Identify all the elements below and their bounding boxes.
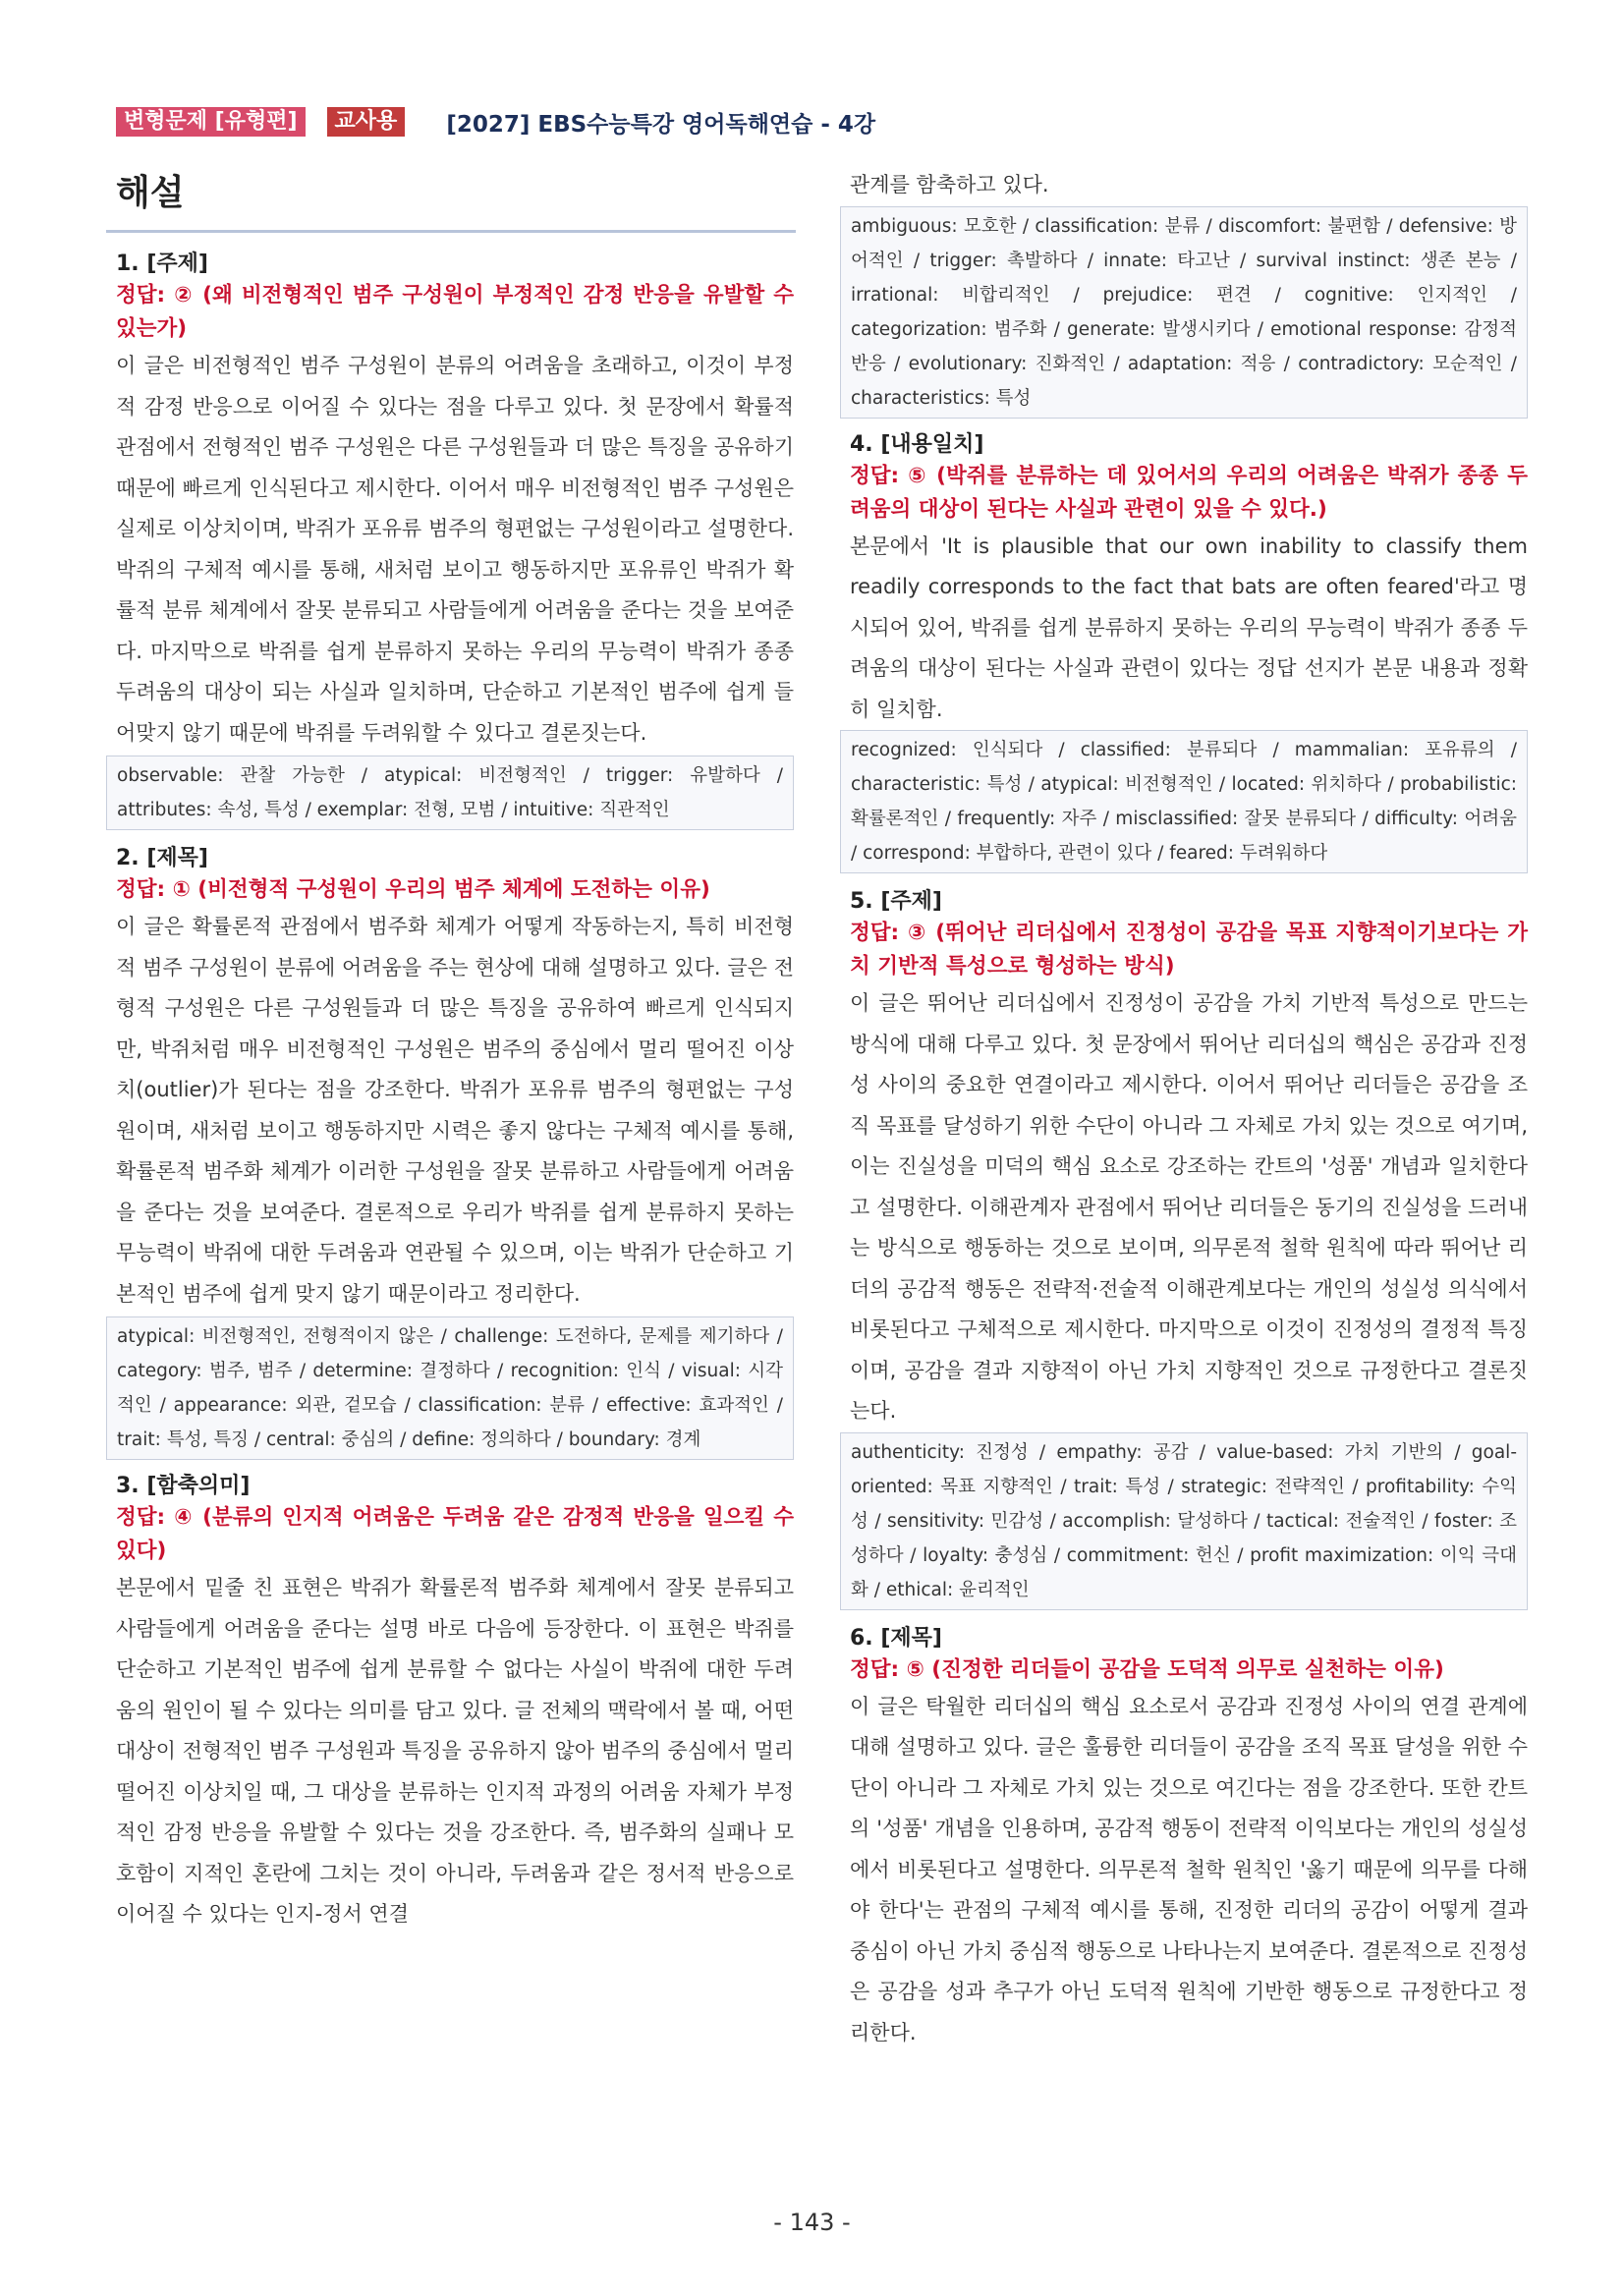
question-5-heading: 5. [주제] [850, 889, 942, 914]
question-6-explanation: 이 글은 탁월한 리더십의 핵심 요소로서 공감과 진정성 사이의 연결 관계에 대해 설명하고 있다. 글은 훌륭한 리더들이 공감을 조직 목표 달성을 위한 수단이 아니라 그 자체로 가치 있는 것으로 여긴다는 점을 강조한다. 또한 칸트의 '성품' 개념을 인용하며, 공감적 행동이 전략적 이익보다는 개인의 성실성에서 비롯된다고 설명한다. 의무론적 철학 원칙인 '옳기 때문에 의무를 다해야 한다'는 관점의 구체적 예시를 통해, 진정한 리더의 공감이 어떻게 결과 중심이 아닌 가치 중심적 행동으로 나타나는지 보여준다. 결론적으로 진정성은 공감을 성과 추구가 아닌 도덕적 원칙에 기반한 행동으로 규정한다고 정리한다. [850, 1694, 1528, 2044]
left-column [106, 250, 794, 1935]
question-4-vocab: recognized: 인식되다 / classified: 분류되다 / mammalian: 포유류의 / characteristic: 특성 / atypical: 비전형적인 / located: 위치하다 / probabilistic: 확률론적인 / frequently: 자주 / misclassified: 잘못 분류되다 / difficulty: 어려움 / correspond: 부합하다, 관련이 있다 / feared: 두려워하다 [840, 730, 1528, 873]
question-3-answer: 정답: ④ (분류의 인지적 어려움은 두려움 같은 감정적 반응을 일으킬 수 있다) [116, 1505, 794, 1563]
right-column [840, 165, 1528, 2053]
question-2-explanation: 이 글은 확률론적 관점에서 범주화 체계가 어떻게 작동하는지, 특히 비전형적 범주 구성원이 분류에 어려움을 주는 현상에 대해 설명하고 있다. 글은 전형적 구성원은 다른 구성원들과 더 많은 특징을 공유하여 빠르게 인식되지만, 박쥐처럼 매우 비전형적인 구성원은 범주의 중심에서 멀리 떨어진 이상치(outlier)가 된다는 점을 강조한다. 박쥐가 포유류 범주의 형편없는 구성원이며, 새처럼 보이고 행동하지만 시력은 좋지 않다는 구체적 예시를 통해, 확률론적 범주화 체계가 이러한 구성원을 잘못 분류하고 사람들에게 어려움을 준다는 것을 보여준다. 결론적으로 우리가 박쥐를 쉽게 분류하지 못하는 무능력이 박쥐에 대한 두려움과 연관될 수 있으며, 이는 박쥐가 단순하고 기본적인 범주에 쉽게 맞지 않기 때문이라고 정리한다. [116, 915, 794, 1306]
question-1 [106, 250, 794, 830]
question-2-vocab: atypical: 비전형적인, 전형적이지 않은 / challenge: 도전하다, 문제를 제기하다 / category: 범주, 범주 / determine: 결정하다 / recognition: 인식 / visual: 시각적인 / appearance: 외관, 겉모습 / classification: 분류 / effective: 효과적인 / trait: 특성, 특징 / central: 중심의 / define: 정의하다 / boundary: 경계 [106, 1316, 794, 1460]
question-3-vocab: ambiguous: 모호한 / classification: 분류 / discomfort: 불편함 / defensive: 방어적인 / trigger: 촉발하다 / innate: 타고난 / survival instinct: 생존 본능 / irrational: 비합리적인 / prejudice: 편견 / cognitive: 인지적인 / categorization: 범주화 / generate: 발생시키다 / emotional response: 감정적 반응 / evolutionary: 진화적인 / adaptation: 적응 / contradictory: 모순적인 / characteristics: 특성 [840, 206, 1528, 419]
header-title: [2027] EBS수능특강 영어독해연습 - 4강 [446, 111, 876, 138]
page-number: - 143 - [773, 2209, 851, 2236]
page-header [116, 106, 875, 138]
question-3-heading: 3. [함축의미] [116, 1474, 251, 1498]
teacher-tag: 교사용 [327, 107, 406, 137]
page-title: 해설 [116, 173, 185, 213]
question-3-explanation-continued: 관계를 함축하고 있다. [850, 173, 1049, 196]
question-2-heading: 2. [제목] [116, 846, 208, 870]
title-divider [106, 230, 796, 233]
question-1-vocab: observable: 관찰 가능한 / atypical: 비전형적인 / trigger: 유발하다 / attributes: 속성, 특성 / exemplar: 전형, 모범 / intuitive: 직관적인 [106, 756, 794, 830]
question-6-heading: 6. [제목] [850, 1625, 942, 1651]
question-3 [106, 1472, 794, 1935]
question-5-answer: 정답: ③ (뛰어난 리더십에서 진정성이 공감을 목표 지향적이기보다는 가치 기반적 특성으로 형성하는 방식) [850, 921, 1528, 979]
question-1-heading: 1. [주제] [116, 252, 208, 276]
question-5-vocab: authenticity: 진정성 / empathy: 공감 / value-based: 가치 기반의 / goal-oriented: 목표 지향적인 / trait: 특성 / strategic: 전략적인 / profitability: 수익성 / sensitivity: 민감성 / accomplish: 달성하다 / tactical: 전술적인 / foster: 조성하다 / loyalty: 충성심 / commitment: 헌신 / profit maximization: 이익 극대화 / ethical: 윤리적인 [840, 1432, 1528, 1610]
question-2 [106, 844, 794, 1460]
question-4-explanation: 본문에서 'It is plausible that our own inability to classify them readily corresponds to the fact that bats are often feared'라고 명시되어 있어, 박쥐를 쉽게 분류하지 못하는 우리의 무능력이 박쥐가 종종 두려움의 대상이 된다는 사실과 관련이 있다는 정답 선지가 본문 내용과 정확히 일치함. [850, 533, 1528, 721]
question-5 [840, 887, 1528, 1610]
question-4-heading: 4. [내용일치] [850, 431, 984, 457]
question-4-answer: 정답: ⑤ (박쥐를 분류하는 데 있어서의 우리의 어려움은 박쥐가 종종 두려움의 대상이 된다는 사실과 관련이 있을 수 있다.) [850, 463, 1528, 522]
question-2-answer: 정답: ① (비전형적 구성원이 우리의 범주 체계에 도전하는 이유) [116, 877, 710, 902]
question-6 [840, 1624, 1528, 2054]
question-6-answer: 정답: ⑤ (진정한 리더들이 공감을 도덕적 의무로 실천하는 이유) [850, 1656, 1444, 1682]
question-4 [840, 430, 1528, 874]
question-5-explanation: 이 글은 뛰어난 리더십에서 진정성이 공감을 가치 기반적 특성으로 만드는 방식에 대해 다루고 있다. 첫 문장에서 뛰어난 리더십의 핵심은 공감과 진정성 사이의 중요한 연결이라고 제시한다. 이어서 뛰어난 리더들은 공감을 조직 목표를 달성하기 위한 수단이 아니라 그 자체로 가치 있는 것으로 여기며, 이는 진실성을 미덕의 핵심 요소로 강조하는 칸트의 '성품' 개념과 일치한다고 설명한다. 이해관계자 관점에서 뛰어난 리더들은 동기의 진실성을 드러내는 방식으로 행동하는 것으로 보이며, 의무론적 철학 원칙에 따라 뛰어난 리더의 공감적 행동은 전략적·전술적 이해관계보다는 개인의 성실성 의식에서 비롯된다고 구체적으로 제시한다. 마지막으로 이것이 진정성의 결정적 특징이며, 공감을 결과 지향적이 아닌 가치 지향적인 것으로 규정한다고 결론짓는다. [850, 991, 1528, 1423]
question-1-answer: 정답: ② (왜 비전형적인 범주 구성원이 부정적인 감정 반응을 유발할 수 있는가) [116, 283, 794, 341]
question-1-explanation: 이 글은 비전형적인 범주 구성원이 분류의 어려움을 초래하고, 이것이 부정적 감정 반응으로 이어질 수 있다는 점을 다루고 있다. 첫 문장에서 확률적 관점에서 전형적인 범주 구성원은 다른 구성원들과 더 많은 특징을 공유하기 때문에 빠르게 인식된다고 제시한다. 이어서 매우 비전형적인 범주 구성원은 실제로 이상치이며, 박쥐가 포유류 범주의 형편없는 구성원이라고 설명한다. 박쥐의 구체적 예시를 통해, 새처럼 보이고 행동하지만 포유류인 박쥐가 확률적 분류 체계에서 잘못 분류되고 사람들에게 어려움을 준다는 것을 보여준다. 마지막으로 박쥐를 쉽게 분류하지 못하는 우리의 무능력이 박쥐가 종종 두려움의 대상이 되는 사실과 일치하며, 단순하고 기본적인 범주에 쉽게 들어맞지 않기 때문에 박쥐를 두려워할 수 있다고 결론짓는다. [116, 354, 794, 745]
question-3-explanation: 본문에서 밑줄 친 표현은 박쥐가 확률론적 범주화 체계에서 잘못 분류되고 사람들에게 어려움을 준다는 설명 바로 다음에 등장한다. 이 표현은 박쥐를 단순하고 기본적인 범주에 쉽게 분류할 수 없다는 사실이 박쥐에 대한 두려움의 원인이 될 수 있다는 의미를 담고 있다. 글 전체의 맥락에서 볼 때, 어떤 대상이 전형적인 범주 구성원과 특징을 공유하지 않아 범주의 중심에서 멀리 떨어진 이상치일 때, 그 대상을 분류하는 인지적 과정의 어려움 자체가 부정적인 감정 반응을 유발할 수 있다는 것을 강조한다. 즉, 범주화의 실패나 모호함이 지적인 혼란에 그치는 것이 아니라, 두려움과 같은 정서적 반응으로 이어질 수 있다는 인지-정서 연결 [116, 1576, 794, 1926]
type-tag: 변형문제 [유형편] [116, 107, 306, 137]
